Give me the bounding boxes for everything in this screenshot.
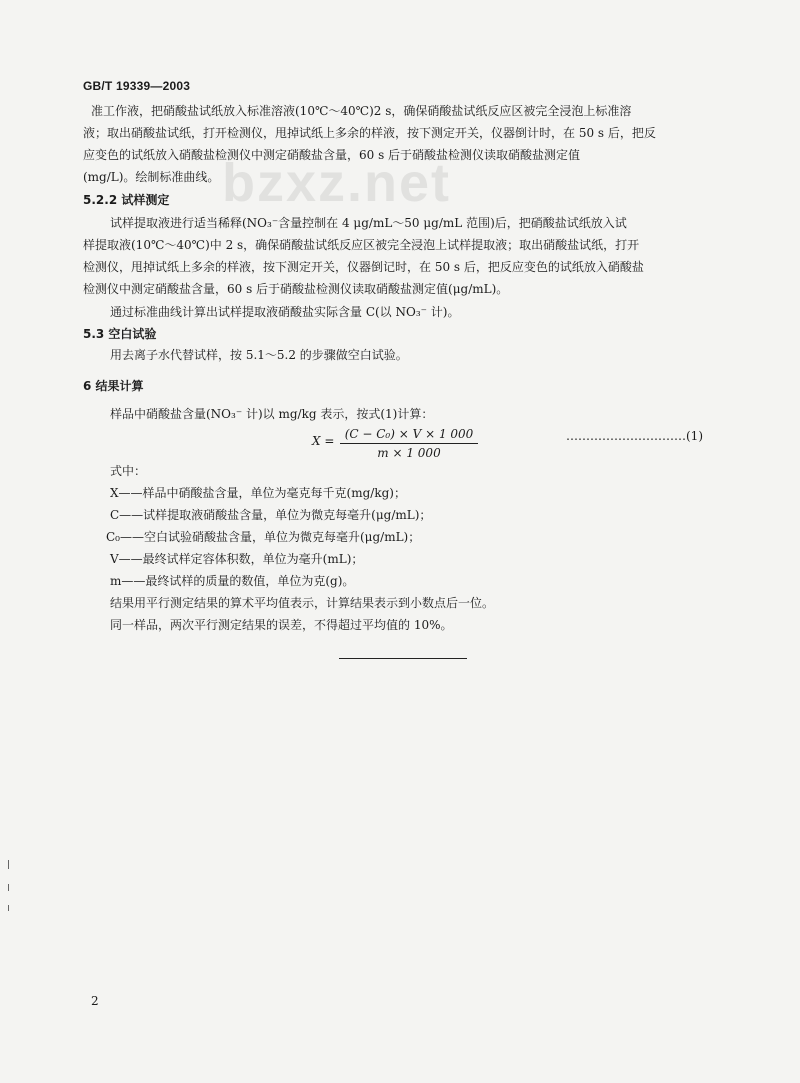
paragraph-line: 试样提取液进行适当稀释(NO₃⁻含量控制在 4 μg/mL～50 μg/mL 范围)后，把硝酸盐试纸放入试 — [110, 216, 627, 230]
where-label: 式中： — [110, 464, 147, 478]
scan-mark — [8, 860, 9, 869]
paragraph-line: 用去离子水代替试样，按 5.1～5.2 的步骤做空白试验。 — [110, 348, 408, 362]
paragraph-line: 准工作液，把硝酸盐试纸放入标准溶液(10℃～40℃)2 s，确保硝酸盐试纸反应区被完全浸泡上标准溶 — [91, 104, 632, 118]
formula-lhs: X = — [312, 434, 335, 448]
paragraph-line: 应变色的试纸放入硝酸盐检测仪中测定硝酸盐含量，60 s 后于硝酸盐检测仪读取硝酸盐测定值 — [83, 148, 581, 162]
definition-line: m——最终试样的质量的数值，单位为克(g)。 — [110, 574, 355, 588]
paragraph-line: 液；取出硝酸盐试纸，打开检测仪，甩掉试纸上多余的样液，按下测定开关，仪器倒计时，在 50 s 后，把反 — [83, 126, 656, 140]
page-number: 2 — [91, 994, 99, 1008]
paragraph-line: 样提取液(10℃～40℃)中 2 s，确保硝酸盐试纸反应区被完全浸泡上试样提取液；取出硝酸盐试纸，打开 — [83, 238, 640, 252]
paragraph-line: 通过标准曲线计算出试样提取液硝酸盐实际含量 C(以 NO₃⁻ 计)。 — [110, 305, 460, 319]
formula-denominator: m × 1 000 — [377, 446, 441, 460]
definition-line: X——样品中硝酸盐含量，单位为毫克每千克(mg/kg)； — [110, 486, 406, 500]
section-heading-5-3: 5.3 空白试验 — [83, 327, 157, 341]
scan-mark — [8, 905, 9, 911]
paragraph-line: (mg/L)。绘制标准曲线。 — [83, 170, 220, 184]
section-heading-5-2-2: 5.2.2 试样测定 — [83, 193, 170, 207]
definition-line: V——最终试样定容体积数，单位为毫升(mL)； — [110, 552, 364, 566]
paragraph-line: 检测仪，甩掉试纸上多余的样液，按下测定开关，仪器倒记时，在 50 s 后，把反应变色的试纸放入硝酸盐 — [83, 260, 644, 274]
watermark: bzxz.net — [222, 153, 452, 213]
standard-number-header: GB/T 19339—2003 — [83, 79, 191, 93]
formula-numerator: (C − C₀) × V × 1 000 — [340, 425, 478, 444]
equation-number: …………………………(1) — [566, 429, 703, 443]
paragraph-line: 样品中硝酸盐含量(NO₃⁻ 计)以 mg/kg 表示，按式(1)计算： — [110, 407, 434, 421]
scan-mark — [8, 884, 9, 891]
definition-line: C₀——空白试验硝酸盐含量，单位为微克每毫升(μg/mL)； — [106, 530, 421, 544]
formula-fraction — [340, 425, 478, 462]
paragraph-line: 检测仪中测定硝酸盐含量，60 s 后于硝酸盐检测仪读取硝酸盐测定值(μg/mL)。 — [83, 282, 509, 296]
paragraph-line: 同一样品，两次平行测定结果的误差，不得超过平均值的 10%。 — [110, 618, 453, 632]
paragraph-line: 结果用平行测定结果的算术平均值表示，计算结果表示到小数点后一位。 — [110, 596, 495, 610]
definition-line: C——试样提取液硝酸盐含量，单位为微克每毫升(μg/mL)； — [110, 508, 432, 522]
end-rule — [339, 658, 467, 659]
section-heading-6: 6 结果计算 — [83, 379, 144, 393]
